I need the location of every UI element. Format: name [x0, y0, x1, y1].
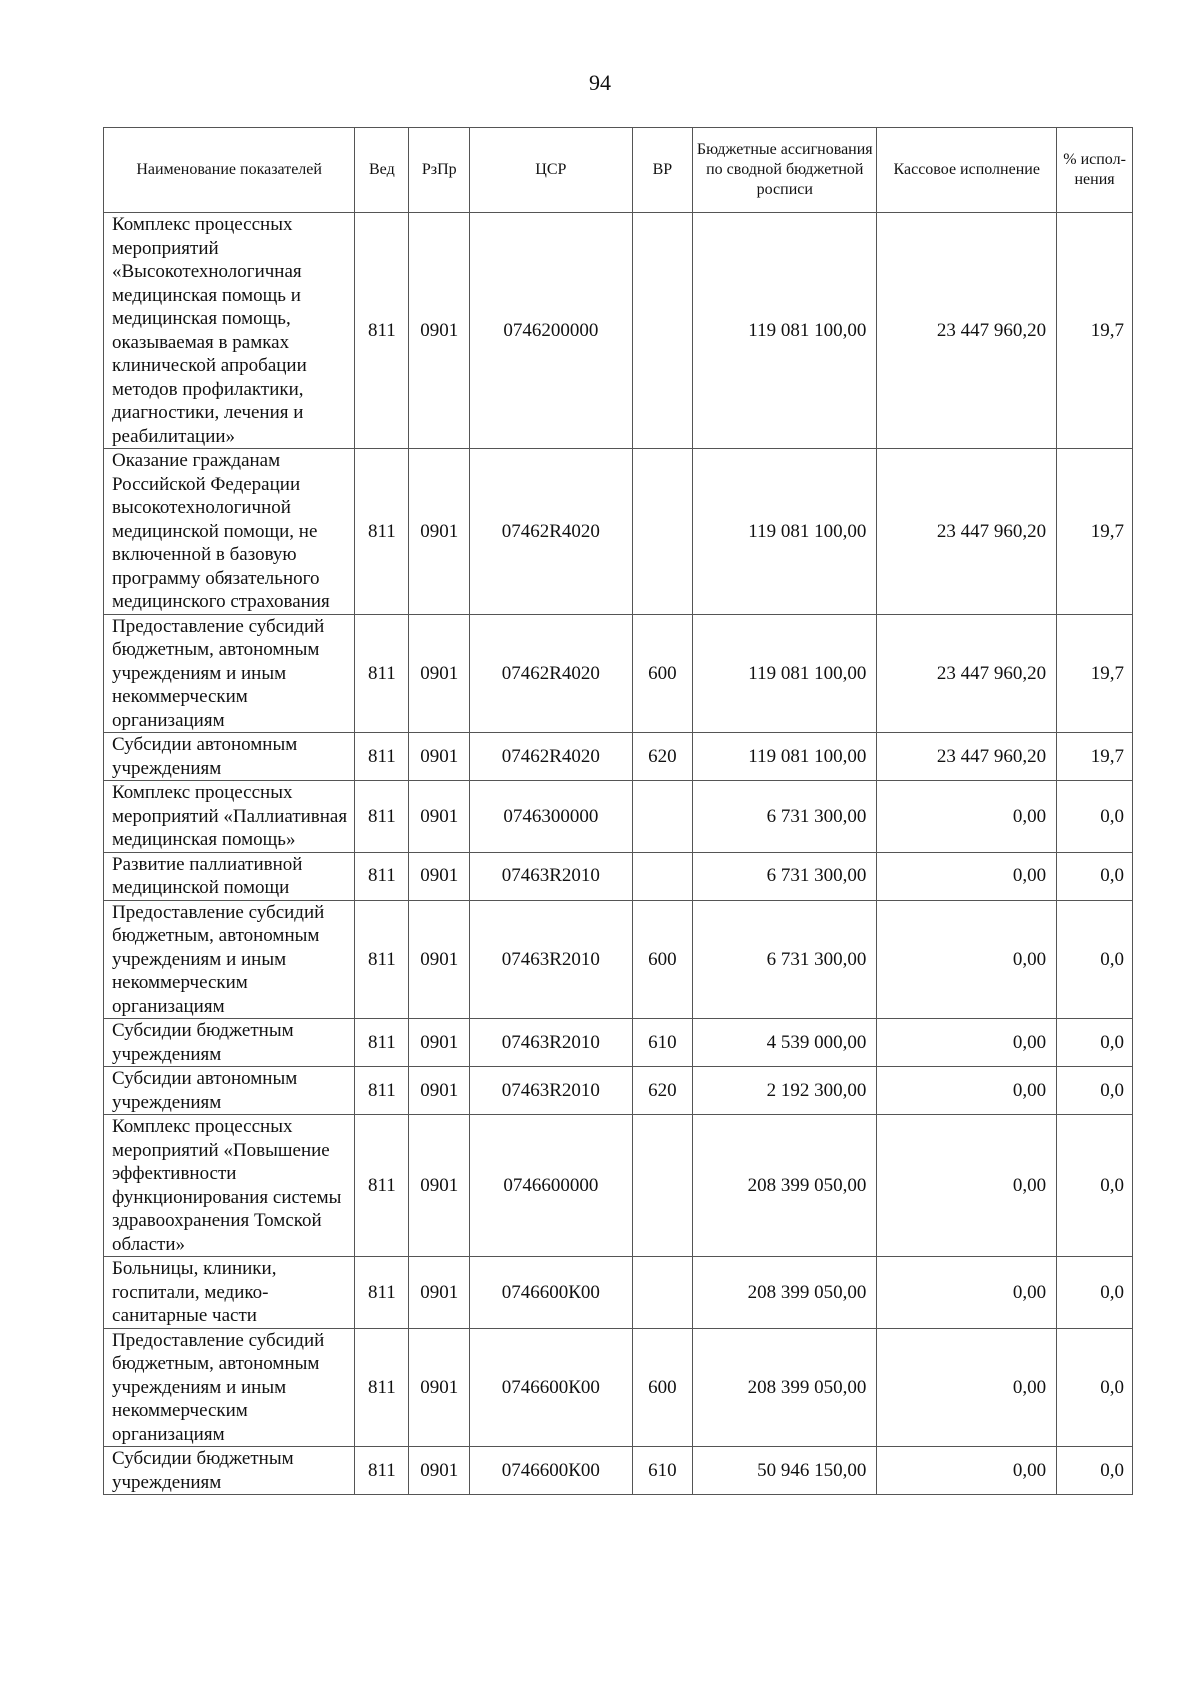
cell-rzpr: 0901 — [409, 852, 470, 900]
cell-csr: 0746600К00 — [470, 1328, 632, 1447]
cell-budget: 119 081 100,00 — [693, 614, 877, 733]
table-row — [104, 1019, 1133, 1067]
cell-cash: 0,00 — [877, 1257, 1057, 1329]
cell-vr: 610 — [632, 1447, 693, 1495]
cell-rzpr: 0901 — [409, 1447, 470, 1495]
cell-vr: 600 — [632, 614, 693, 733]
cell-csr: 0746600000 — [470, 1115, 632, 1257]
cell-cash: 0,00 — [877, 1115, 1057, 1257]
table-row — [104, 1447, 1133, 1495]
cell-csr: 0746600К00 — [470, 1447, 632, 1495]
cell-pct: 0,0 — [1057, 1019, 1133, 1067]
cell-vr: 610 — [632, 1019, 693, 1067]
header-csr: ЦСР — [470, 128, 632, 213]
table-row — [104, 733, 1133, 781]
cell-name: Субсидии бюджетным учреждениям — [104, 1447, 355, 1495]
table-row — [104, 1257, 1133, 1329]
header-budget: Бюджетные ассигнования по сводной бюджетной росписи — [693, 128, 877, 213]
cell-rzpr: 0901 — [409, 1328, 470, 1447]
cell-ved: 811 — [355, 900, 409, 1019]
cell-name: Субсидии автономным учреждениям — [104, 1067, 355, 1115]
cell-rzpr: 0901 — [409, 1067, 470, 1115]
cell-cash: 23 447 960,20 — [877, 733, 1057, 781]
cell-rzpr: 0901 — [409, 781, 470, 853]
budget-execution-table — [103, 127, 1133, 1495]
cell-name: Субсидии бюджетным учреждениям — [104, 1019, 355, 1067]
cell-rzpr: 0901 — [409, 614, 470, 733]
table-row — [104, 1328, 1133, 1447]
cell-ved: 811 — [355, 1115, 409, 1257]
cell-pct: 19,7 — [1057, 449, 1133, 615]
cell-csr: 0746600К00 — [470, 1257, 632, 1329]
cell-ved: 811 — [355, 733, 409, 781]
cell-csr: 07463R2010 — [470, 900, 632, 1019]
cell-name: Субсидии автономным учреждениям — [104, 733, 355, 781]
cell-cash: 23 447 960,20 — [877, 213, 1057, 449]
header-vr: ВР — [632, 128, 693, 213]
cell-rzpr: 0901 — [409, 900, 470, 1019]
cell-rzpr: 0901 — [409, 1019, 470, 1067]
cell-ved: 811 — [355, 781, 409, 853]
cell-rzpr: 0901 — [409, 449, 470, 615]
cell-ved: 811 — [355, 1257, 409, 1329]
cell-pct: 0,0 — [1057, 1067, 1133, 1115]
cell-rzpr: 0901 — [409, 733, 470, 781]
cell-csr: 07462R4020 — [470, 614, 632, 733]
cell-pct: 19,7 — [1057, 614, 1133, 733]
cell-pct: 0,0 — [1057, 900, 1133, 1019]
cell-name: Предоставление субсидий бюджетным, автономным учреждениям и иным некоммерческим организациям — [104, 1328, 355, 1447]
cell-budget: 6 731 300,00 — [693, 852, 877, 900]
header-rzpr: РзПр — [409, 128, 470, 213]
cell-cash: 0,00 — [877, 1067, 1057, 1115]
cell-budget: 208 399 050,00 — [693, 1328, 877, 1447]
cell-name: Комплекс процессных мероприятий «Паллиативная медицинская помощь» — [104, 781, 355, 853]
cell-name: Больницы, клиники, госпитали, медико-санитарные части — [104, 1257, 355, 1329]
header-ved: Вед — [355, 128, 409, 213]
cell-name: Предоставление субсидий бюджетным, автономным учреждениям и иным некоммерческим организациям — [104, 614, 355, 733]
table-row — [104, 781, 1133, 853]
cell-rzpr: 0901 — [409, 213, 470, 449]
cell-budget: 119 081 100,00 — [693, 449, 877, 615]
cell-vr: 600 — [632, 900, 693, 1019]
table-row — [104, 449, 1133, 615]
cell-vr — [632, 852, 693, 900]
table-row — [104, 1067, 1133, 1115]
cell-pct: 0,0 — [1057, 1447, 1133, 1495]
cell-ved: 811 — [355, 213, 409, 449]
table-row — [104, 852, 1133, 900]
cell-cash: 0,00 — [877, 900, 1057, 1019]
cell-pct: 0,0 — [1057, 852, 1133, 900]
cell-csr: 0746200000 — [470, 213, 632, 449]
cell-vr — [632, 449, 693, 615]
header-cash: Кассовое исполнение — [877, 128, 1057, 213]
cell-cash: 0,00 — [877, 852, 1057, 900]
cell-ved: 811 — [355, 1019, 409, 1067]
cell-csr: 07462R4020 — [470, 733, 632, 781]
page-number: 94 — [589, 70, 611, 95]
cell-pct: 0,0 — [1057, 781, 1133, 853]
cell-ved: 811 — [355, 1447, 409, 1495]
table-row — [104, 900, 1133, 1019]
cell-budget: 2 192 300,00 — [693, 1067, 877, 1115]
cell-cash: 23 447 960,20 — [877, 449, 1057, 615]
cell-csr: 0746300000 — [470, 781, 632, 853]
cell-ved: 811 — [355, 1067, 409, 1115]
cell-ved: 811 — [355, 1328, 409, 1447]
cell-cash: 0,00 — [877, 1019, 1057, 1067]
cell-budget: 208 399 050,00 — [693, 1115, 877, 1257]
table-header-row — [104, 128, 1133, 213]
cell-cash: 0,00 — [877, 1447, 1057, 1495]
cell-budget: 4 539 000,00 — [693, 1019, 877, 1067]
cell-vr: 600 — [632, 1328, 693, 1447]
cell-pct: 0,0 — [1057, 1257, 1133, 1329]
cell-pct: 0,0 — [1057, 1328, 1133, 1447]
cell-vr — [632, 1257, 693, 1329]
table-row — [104, 614, 1133, 733]
cell-ved: 811 — [355, 449, 409, 615]
cell-csr: 07462R4020 — [470, 449, 632, 615]
cell-vr — [632, 1115, 693, 1257]
cell-vr: 620 — [632, 733, 693, 781]
cell-pct: 19,7 — [1057, 733, 1133, 781]
cell-budget: 6 731 300,00 — [693, 900, 877, 1019]
cell-budget: 208 399 050,00 — [693, 1257, 877, 1329]
cell-budget: 6 731 300,00 — [693, 781, 877, 853]
cell-ved: 811 — [355, 852, 409, 900]
cell-vr — [632, 213, 693, 449]
header-pct: % испол-нения — [1057, 128, 1133, 213]
cell-budget: 50 946 150,00 — [693, 1447, 877, 1495]
cell-cash: 0,00 — [877, 781, 1057, 853]
cell-vr: 620 — [632, 1067, 693, 1115]
cell-pct: 0,0 — [1057, 1115, 1133, 1257]
table-row — [104, 1115, 1133, 1257]
cell-rzpr: 0901 — [409, 1257, 470, 1329]
cell-name: Комплекс процессных мероприятий «Повышение эффективности функционирования системы здравоохранения Томской области» — [104, 1115, 355, 1257]
header-name: Наименование показателей — [104, 128, 355, 213]
cell-vr — [632, 781, 693, 853]
cell-cash: 0,00 — [877, 1328, 1057, 1447]
cell-name: Развитие паллиативной медицинской помощи — [104, 852, 355, 900]
cell-csr: 07463R2010 — [470, 1019, 632, 1067]
cell-csr: 07463R2010 — [470, 852, 632, 900]
table-row — [104, 213, 1133, 449]
cell-name: Оказание гражданам Российской Федерации высокотехнологичной медицинской помощи, не включенной в базовую программу обязательного медицинского страхования — [104, 449, 355, 615]
cell-name: Комплекс процессных мероприятий «Высокотехнологичная медицинская помощь и медицинская помощь, оказываемая в рамках клинической апробации методов профилактики, диагностики, лечения и реабилитации» — [104, 213, 355, 449]
cell-budget: 119 081 100,00 — [693, 213, 877, 449]
cell-rzpr: 0901 — [409, 1115, 470, 1257]
cell-ved: 811 — [355, 614, 409, 733]
cell-csr: 07463R2010 — [470, 1067, 632, 1115]
cell-name: Предоставление субсидий бюджетным, автономным учреждениям и иным некоммерческим организациям — [104, 900, 355, 1019]
cell-pct: 19,7 — [1057, 213, 1133, 449]
cell-cash: 23 447 960,20 — [877, 614, 1057, 733]
cell-budget: 119 081 100,00 — [693, 733, 877, 781]
